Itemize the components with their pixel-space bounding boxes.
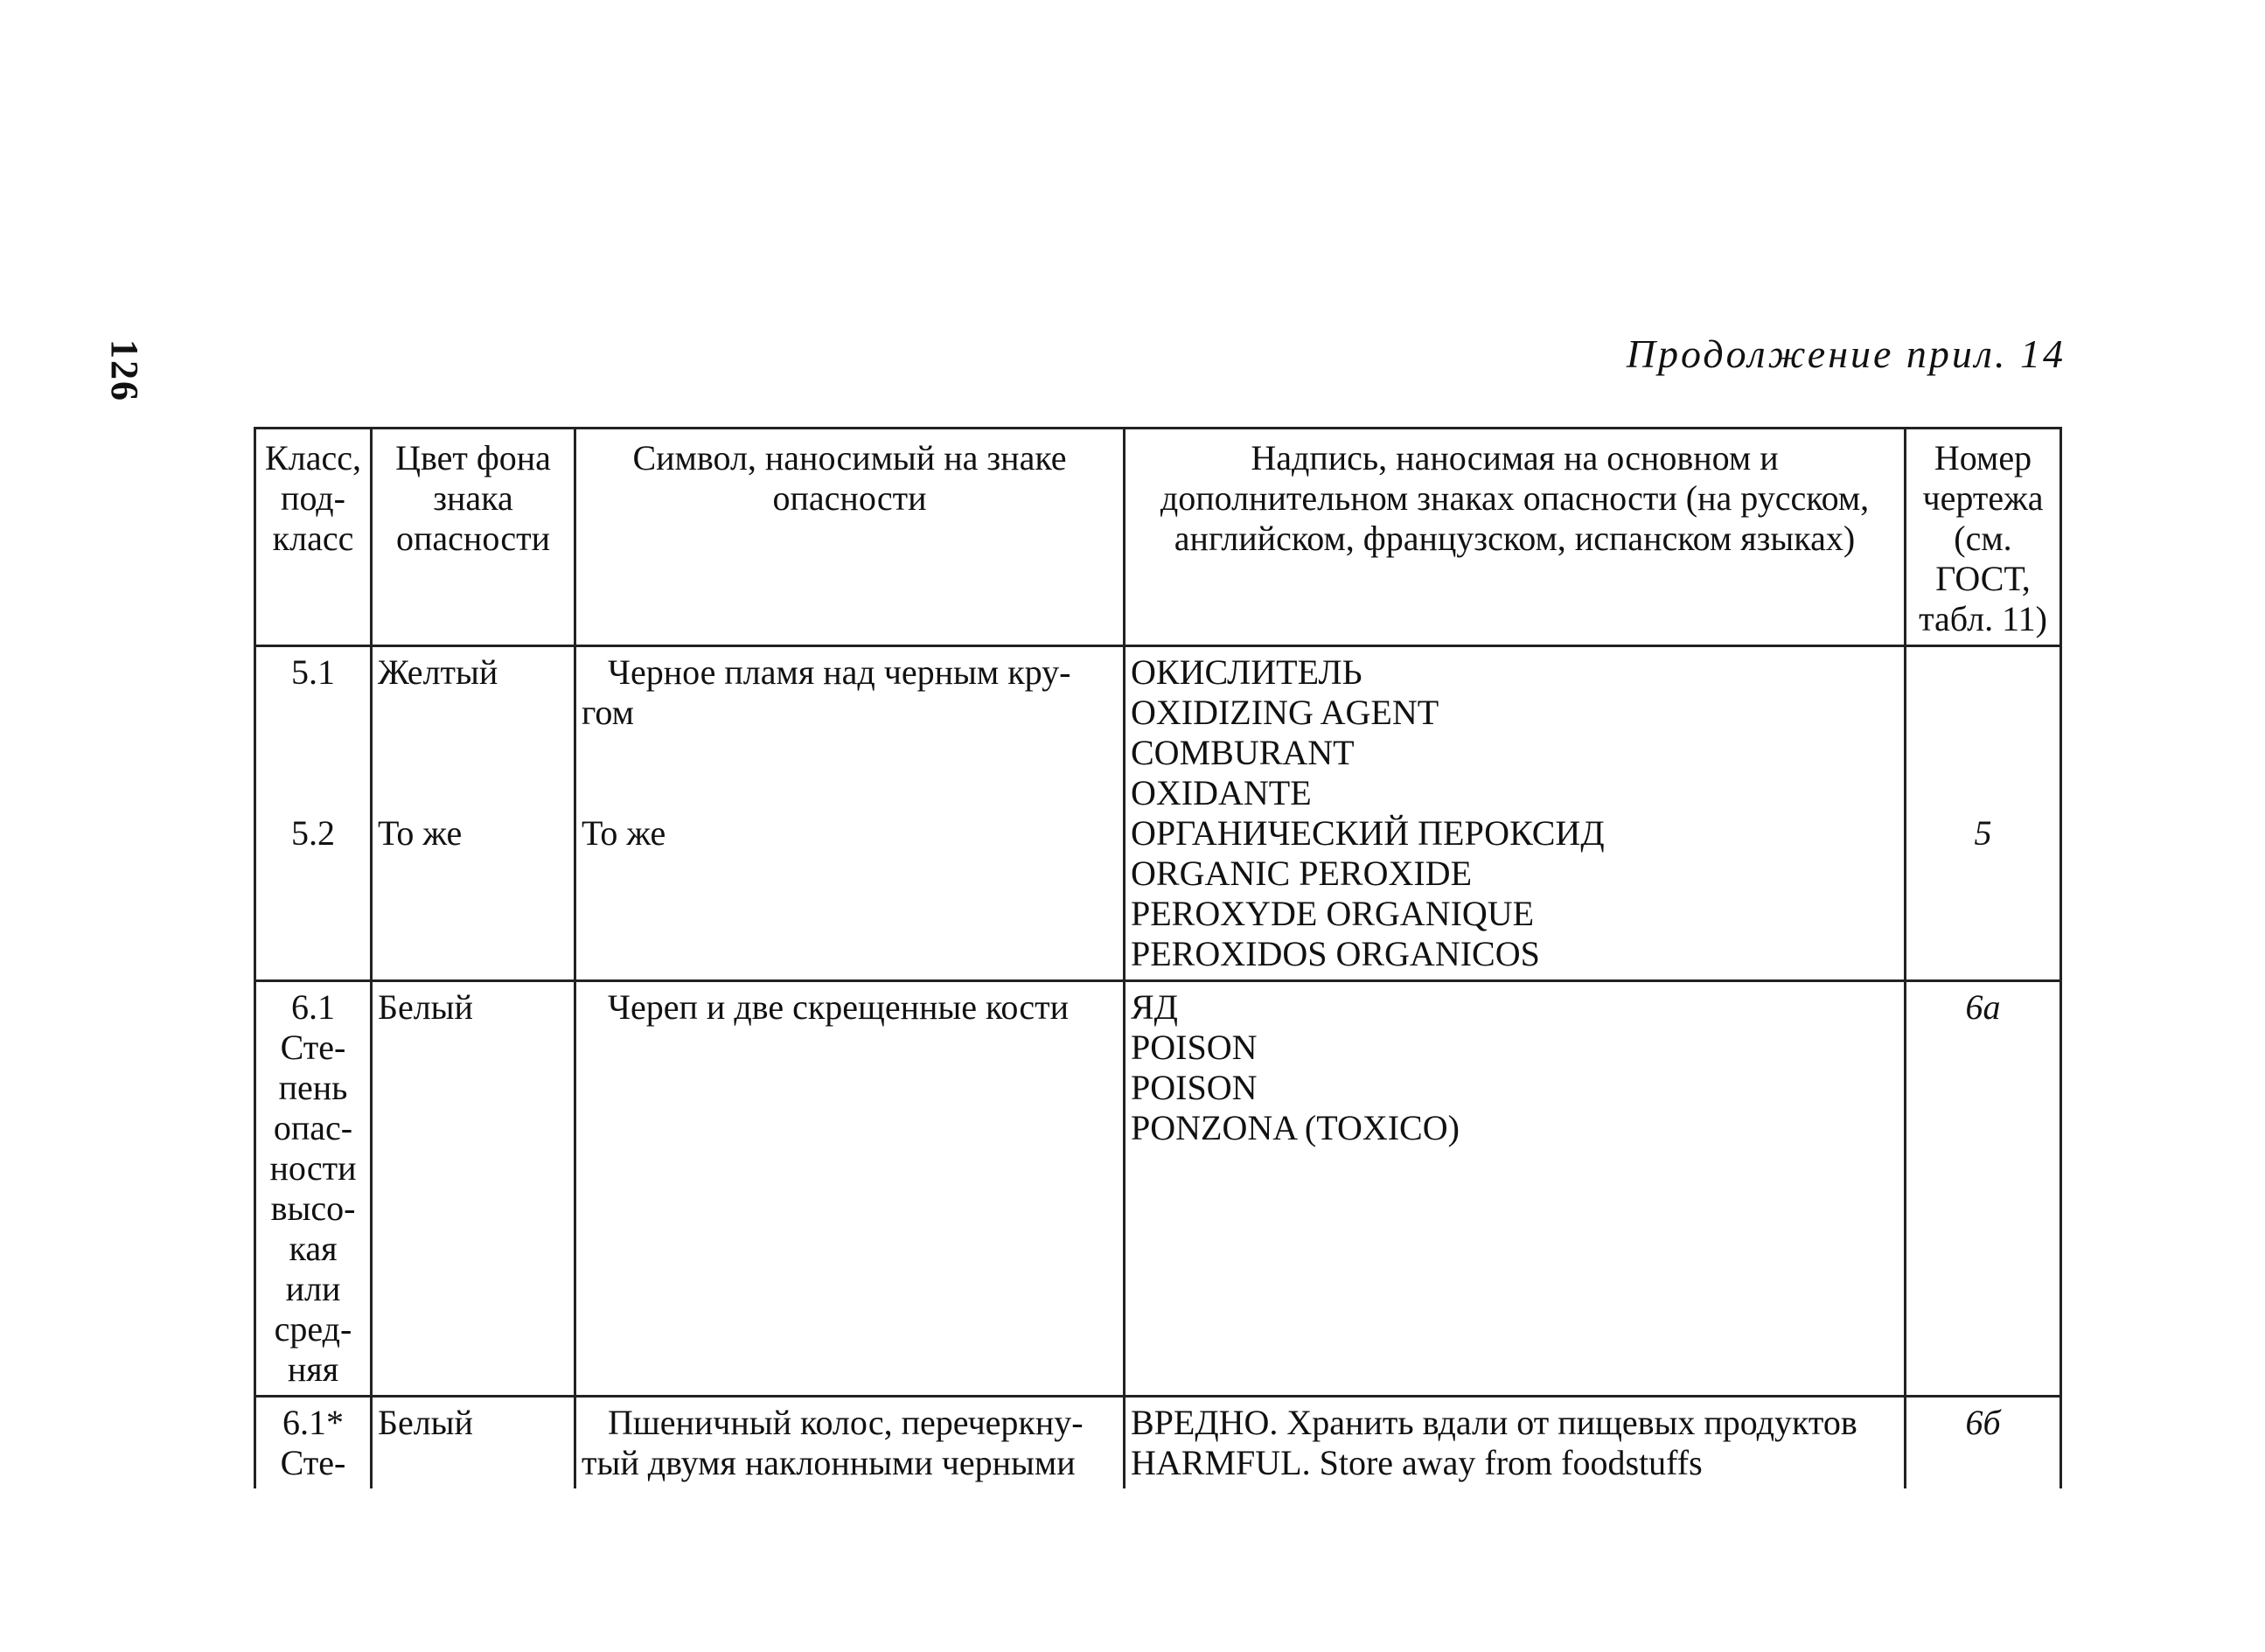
cell-class: 6.1 Сте- пень опас- ности высо- кая или сред- няя	[255, 981, 372, 1397]
header-color: Цвет фона знака опасности	[372, 429, 575, 646]
page-number: 126	[103, 339, 146, 402]
hazard-sign-table	[254, 427, 2062, 1488]
cell-label: ОКИСЛИТЕЛЬ OXIDIZING AGENT COMBURANT OXIDANTE ОРГАНИЧЕСКИЙ ПЕРОКСИД ORGANIC PEROXIDE PEROXYDE ORGANIQUE PEROXIDOS ORGANICOS	[1125, 646, 1906, 981]
table-row	[255, 981, 2061, 1397]
cell-color: Белый	[372, 1397, 575, 1489]
header-class: Класс, под- класс	[255, 429, 372, 646]
cell-symbol: Череп и две скрещенные кости	[575, 981, 1125, 1397]
cell-class: 5.1 5.2	[255, 646, 372, 981]
table-row	[255, 646, 2061, 981]
cell-drawing: 6а	[1906, 981, 2061, 1397]
cell-drawing: 5	[1906, 646, 2061, 981]
header-symbol: Символ, наносимый на знаке опасности	[575, 429, 1125, 646]
cell-class: 6.1* Сте-	[255, 1397, 372, 1489]
continuation-caption: Продолжение прил. 14	[1626, 331, 2066, 376]
table-header-row	[255, 429, 2061, 646]
cell-label: ВРЕДНО. Хранить вдали от пищевых продуктов HARMFUL. Store away from foodstuffs	[1125, 1397, 1906, 1489]
table-row	[255, 1397, 2061, 1489]
cell-symbol: Пшеничный колос, перечеркну- тый двумя наклонными черными	[575, 1397, 1125, 1489]
cell-color: Белый	[372, 981, 575, 1397]
header-drawing: Номер чертежа (см. ГОСТ, табл. 11)	[1906, 429, 2061, 646]
cell-color: Желтый То же	[372, 646, 575, 981]
cell-symbol: Черное пламя над черным кру- гом То же	[575, 646, 1125, 981]
header-label: Надпись, наносимая на основном и дополнительном знаках опасности (на русском, английском, французском, испанском языках)	[1125, 429, 1906, 646]
cell-drawing: 6б	[1906, 1397, 2061, 1489]
cell-label: ЯД POISON POISON PONZONA (TOXICO)	[1125, 981, 1906, 1397]
